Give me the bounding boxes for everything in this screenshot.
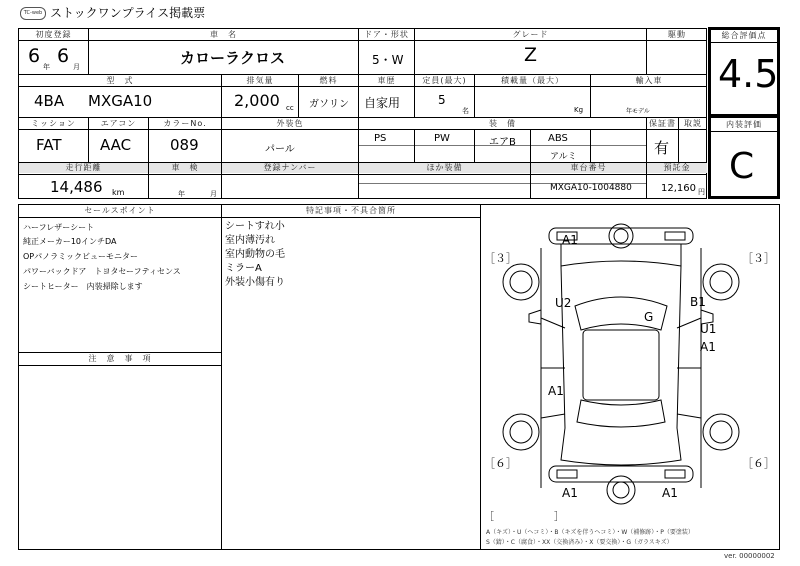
remark: 室内薄汚れ	[225, 235, 275, 246]
model-code: MXGA10	[88, 92, 153, 110]
damage-mark-a1-front: A1	[562, 233, 578, 247]
plate-label: 登録ナンバー	[222, 163, 358, 173]
aircon-label: エアコン	[100, 119, 137, 128]
sales-points-label: セールスポイント	[84, 206, 156, 215]
equip-4: ABS	[548, 133, 568, 144]
remark: シートすれ小	[225, 221, 285, 232]
drive-label: 駆動	[668, 30, 686, 39]
reg-month: 6	[57, 45, 70, 67]
price-value: 12,160	[661, 183, 696, 194]
load-label: 積載量（最大）	[501, 76, 564, 85]
mileage-value: 14,486	[50, 178, 103, 196]
legend-line-1: A（キズ）・U（ヘコミ）・B（キズを伴うヘコミ）・W（補修跡）・P（要塗装）	[486, 529, 694, 536]
damage-mark-u1: U1	[700, 322, 717, 336]
equip-1: PS	[374, 133, 387, 144]
ext-color-value: パール	[265, 144, 295, 155]
damage-mark-a1-rear-left: A1	[562, 486, 578, 500]
equip-8: アルミ	[550, 152, 577, 162]
overall-score: 4.5	[718, 52, 779, 96]
sales-point: ハーフレザーシート	[23, 223, 95, 232]
sales-point: OPパノラミックビューモニター	[23, 252, 138, 261]
kg-unit: Kg	[574, 106, 584, 114]
mileage-label: 走行距離	[19, 163, 148, 173]
year-unit: 年	[43, 63, 50, 71]
month-unit: 月	[73, 63, 80, 71]
chassis-value: MXGA10-1004880	[550, 183, 632, 193]
mission-value: FAT	[36, 136, 62, 154]
grade-value: Z	[524, 44, 538, 66]
equip-3: エアB	[489, 137, 516, 148]
remarks-label: 特記事項・不具合箇所	[306, 206, 396, 215]
damage-mark-a1-left: A1	[548, 384, 564, 398]
damage-mark-b1: B1	[690, 295, 706, 309]
sales-point: シートヒーター 内装掃除します	[23, 282, 143, 291]
capacity-value: 5	[438, 93, 446, 107]
bracket-top-left: ［３］	[484, 252, 517, 265]
ext-color-label: 外装色	[276, 119, 304, 128]
history-label: 車歴	[377, 76, 396, 85]
diagram-box: ［ ］	[484, 512, 564, 523]
legend-line-2: S（錆）・C（腐食）・XX（交換済み）・X（要交換）・G（ガラスキズ）	[486, 539, 673, 546]
color-no-value: 089	[170, 136, 199, 154]
damage-mark-u2: U2	[555, 296, 572, 310]
bracket-bottom-right: ［６］	[742, 457, 775, 470]
fuel-value: ガソリン	[309, 99, 349, 110]
year-model: 年モデル	[626, 108, 650, 115]
version: ver. 00000002	[724, 552, 775, 560]
door-label: ドア・形状	[364, 30, 409, 39]
remark: 外装小傷有り	[225, 277, 285, 288]
car-damage-diagram	[481, 218, 779, 528]
yen-unit: 円	[698, 188, 705, 196]
page-title: ストックワンプライス掲載票	[50, 6, 206, 20]
bracket-top-right: ［３］	[742, 252, 775, 265]
chassis-label: 車台番号	[531, 163, 646, 173]
mission-label: ミッション	[31, 119, 76, 128]
grade-label: グレード	[512, 30, 549, 39]
overall-score-box	[708, 27, 780, 117]
displacement-value: 2,000	[234, 91, 280, 110]
interior-label: 内装評価	[726, 120, 762, 129]
manual-label: 取説	[684, 119, 702, 128]
damage-mark-a1-rear-right: A1	[662, 486, 678, 500]
remark: 室内動物の毛	[225, 249, 285, 260]
km-unit: km	[112, 188, 125, 197]
color-no-label: カラーNo.	[163, 119, 207, 128]
displacement-label: 排気量	[246, 76, 274, 85]
insp-year-unit: 年	[178, 190, 185, 198]
sales-point: 純正メーカー10インチDA	[23, 237, 117, 246]
model-prefix: 4BA	[34, 92, 65, 110]
overall-label: 総合評価点	[721, 31, 767, 40]
remark: ミラーA	[225, 263, 262, 274]
logo: TC-web	[20, 7, 46, 20]
car-name: カローラクロス	[180, 49, 286, 67]
fuel-label: 燃料	[319, 76, 338, 85]
interior-score: C	[729, 146, 755, 187]
reg-year: 6	[28, 45, 41, 67]
insp-month-unit: 月	[210, 190, 217, 198]
car-name-label: 車 名	[210, 30, 237, 39]
import-label: 輸入車	[635, 76, 663, 85]
door-shape: 5・W	[372, 53, 404, 67]
notes-label: 注 意 事 項	[88, 354, 152, 363]
equip-2: PW	[434, 133, 450, 144]
damage-mark-g: G	[644, 310, 654, 324]
bracket-bottom-left: ［６］	[484, 457, 517, 470]
other-equip-label: ほか装備	[359, 163, 530, 173]
price-label: 預託金	[647, 163, 707, 173]
cc-unit: cc	[286, 104, 294, 112]
aircon-value: AAC	[100, 136, 132, 154]
first-reg-label: 初度登録	[35, 30, 72, 39]
sales-point: パワーバックドア トヨタセーフティセンス	[23, 267, 181, 276]
capacity-label: 定員(最大)	[422, 76, 467, 85]
interior-score-box	[708, 115, 780, 199]
equipment-label: 装 備	[489, 119, 516, 128]
warranty-value: 有	[654, 139, 670, 157]
capacity-unit: 名	[462, 107, 469, 115]
damage-mark-a1-right: A1	[700, 340, 716, 354]
inspection-label: 車 検	[149, 163, 221, 173]
model-label: 型 式	[106, 76, 134, 85]
history-value: 自家用	[364, 96, 401, 110]
warranty-label: 保証書	[649, 119, 676, 128]
